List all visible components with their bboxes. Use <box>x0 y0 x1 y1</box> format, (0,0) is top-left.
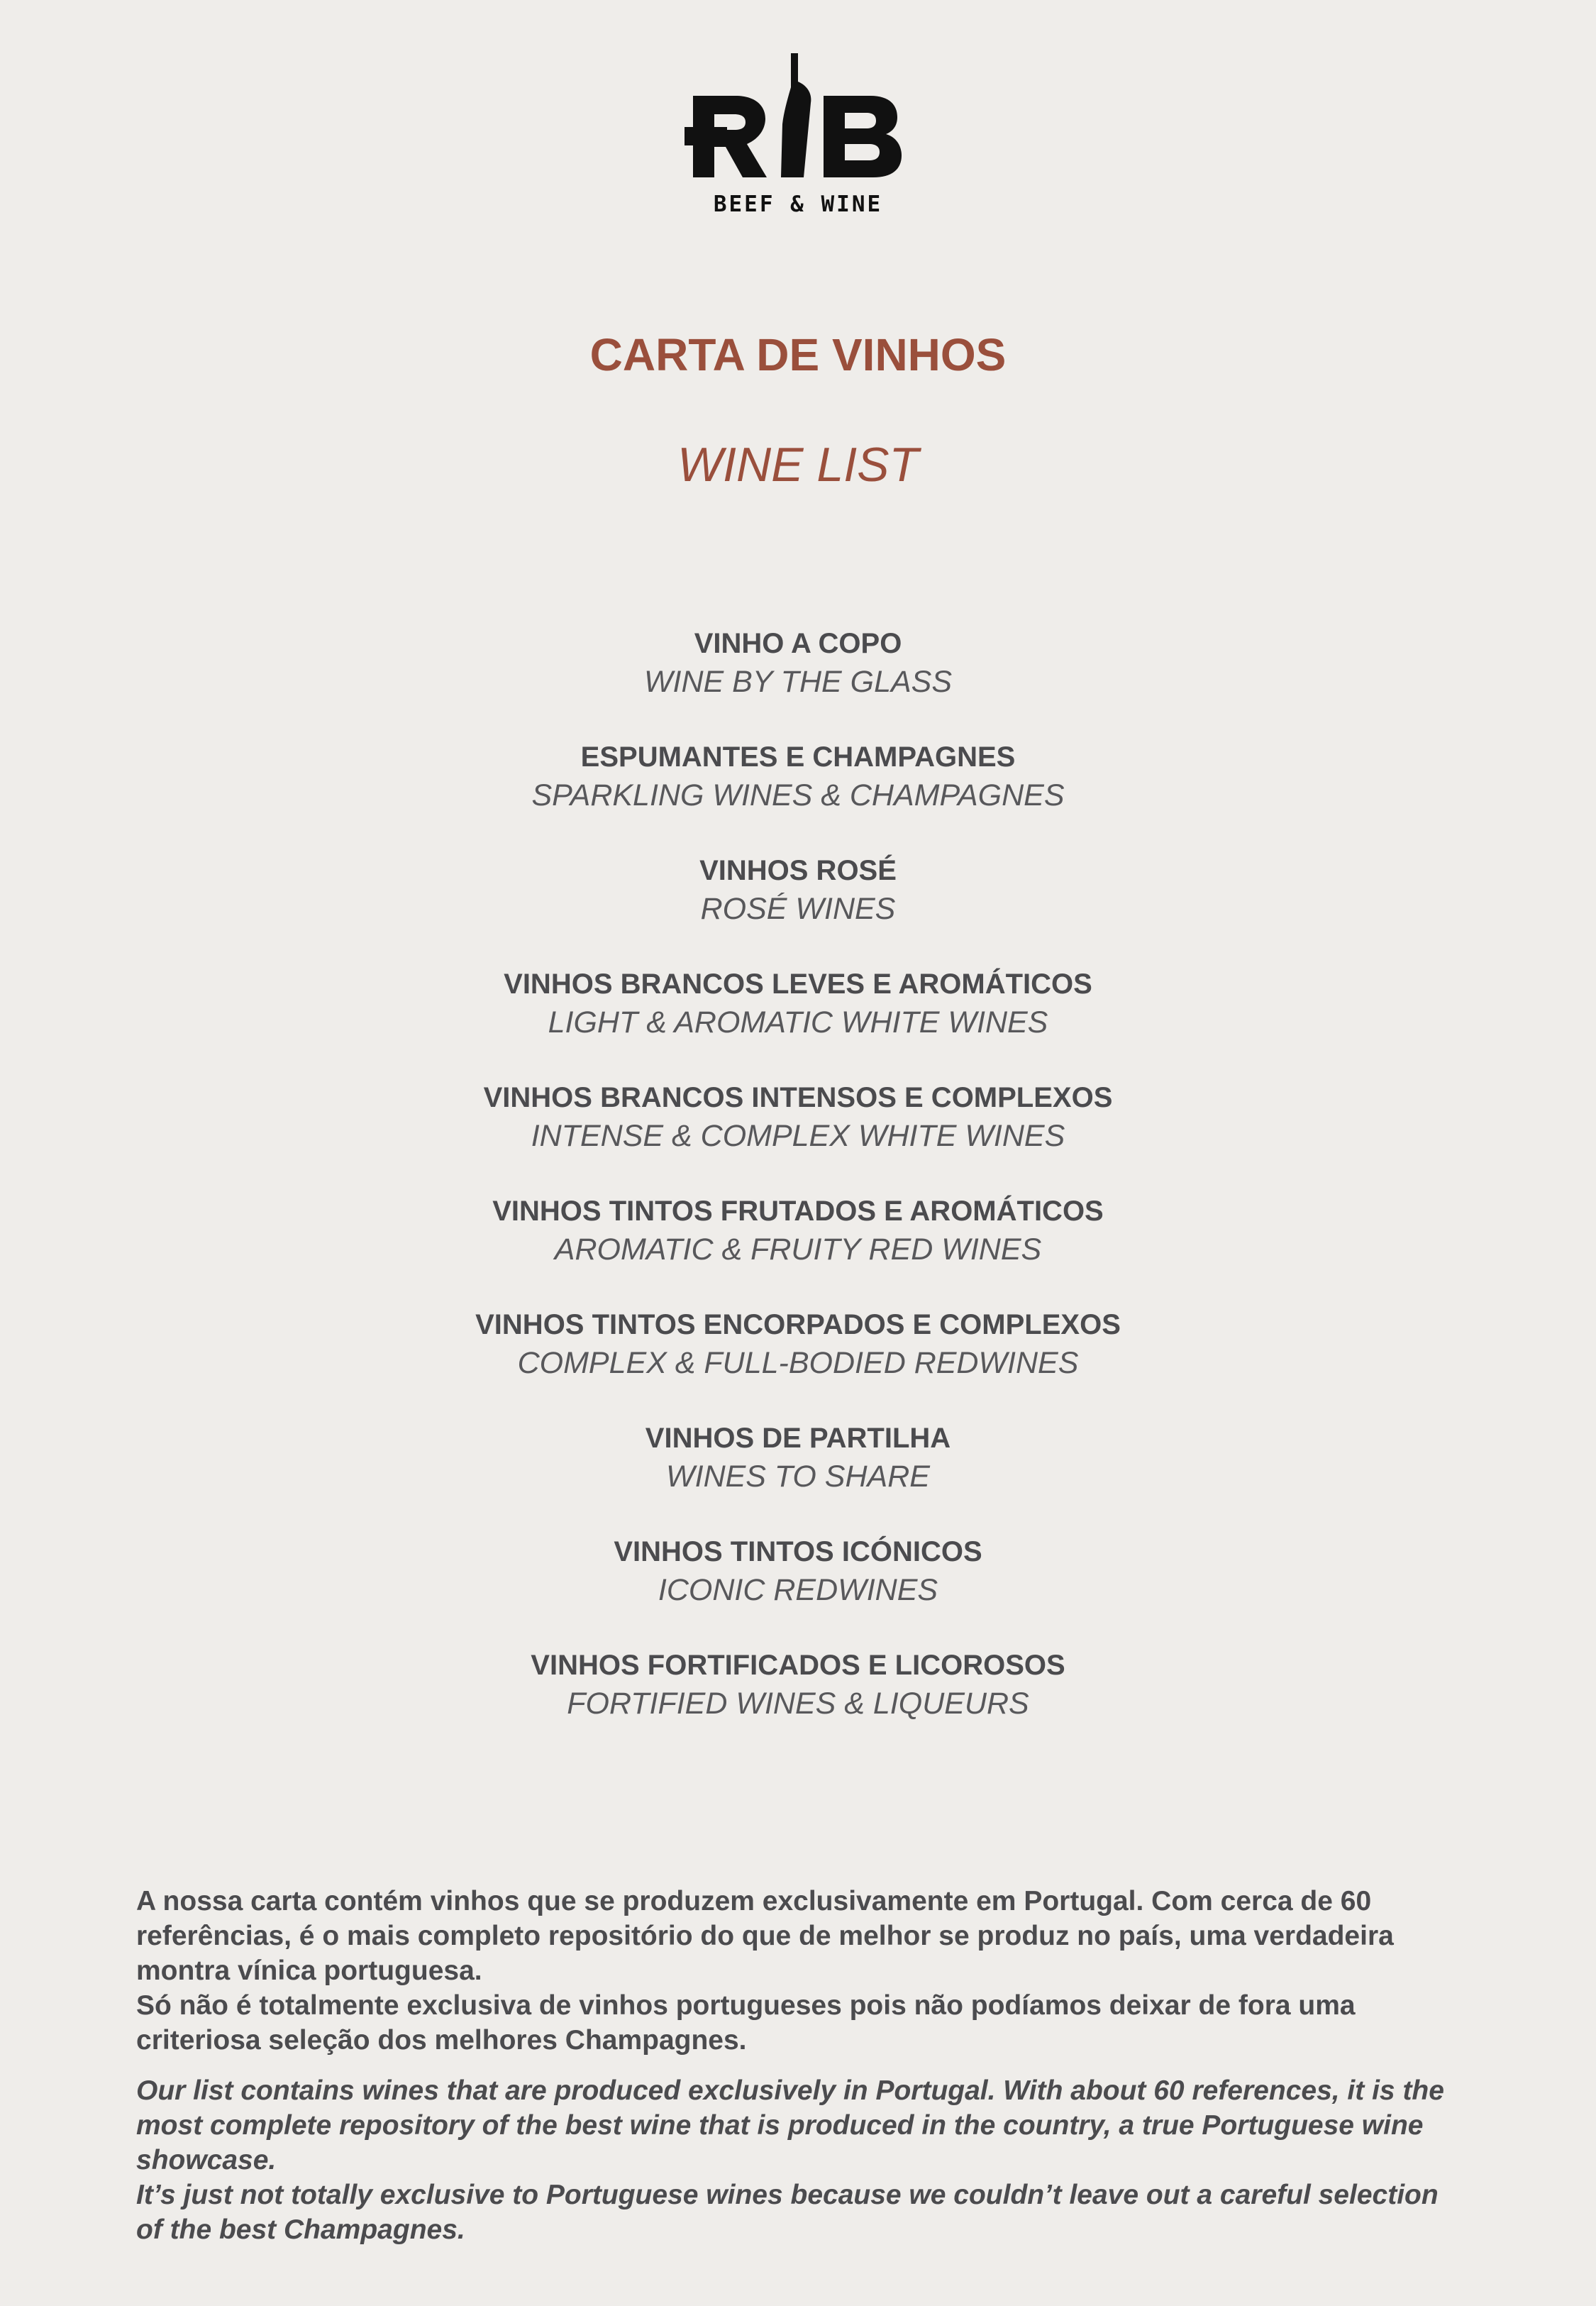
brand-subtitle: BEEF & WINE <box>713 192 883 217</box>
intro-paragraph-en <box>136 2073 1470 2247</box>
intro-text <box>136 1884 1470 2247</box>
page-subtitle: WINE LIST <box>677 438 919 492</box>
section-title: VINHO A COPO <box>694 628 902 659</box>
section-subtitle: COMPLEX & FULL-BODIED REDWINES <box>517 1346 1079 1380</box>
section-fortified-wines[interactable] <box>0 1646 1596 1723</box>
intro-en-line-2: It’s just not totally exclusive to Portuguese wines because we couldn’t leave out a careful selection of the best Champagnes. <box>136 2180 1439 2245</box>
section-subtitle: LIGHT & AROMATIC WHITE WINES <box>548 1005 1048 1039</box>
section-wines-to-share[interactable] <box>0 1419 1596 1496</box>
page-title: CARTA DE VINHOS <box>589 329 1007 380</box>
section-subtitle: ICONIC REDWINES <box>658 1573 938 1607</box>
intro-paragraph-pt <box>136 1884 1470 2058</box>
section-sparkling-wines[interactable] <box>0 738 1596 815</box>
section-title: VINHOS TINTOS FRUTADOS E AROMÁTICOS <box>492 1196 1104 1227</box>
brand-logo <box>685 53 911 224</box>
intro-pt-line-2: Só não é totalmente exclusiva de vinhos portugueses pois não podíamos deixar de fora uma criteriosa seleção dos melhores Champagnes. <box>136 1990 1356 2056</box>
section-title: VINHOS BRANCOS LEVES E AROMÁTICOS <box>504 969 1092 1000</box>
section-title: ESPUMANTES E CHAMPAGNES <box>580 741 1016 773</box>
section-subtitle: SPARKLING WINES & CHAMPAGNES <box>531 778 1065 812</box>
section-iconic-red-wines[interactable] <box>0 1533 1596 1609</box>
intro-pt-line-1: A nossa carta contém vinhos que se produzem exclusivamente em Portugal. Com cerca de 60 referências, é o mais completo repositório do que de melhor se produz no país, uma verdadeira montra vínica portuguesa. <box>136 1886 1394 1986</box>
section-wine-by-the-glass[interactable] <box>0 624 1596 701</box>
intro-en-line-1: Our list contains wines that are produced exclusively in Portugal. With about 60 references, it is the most complete repository of the best wine that is produced in the country, a true Portuguese wine showcase. <box>136 2075 1444 2175</box>
section-title: VINHOS TINTOS ICÓNICOS <box>614 1536 982 1567</box>
section-title: VINHOS ROSÉ <box>699 855 897 886</box>
section-subtitle: INTENSE & COMPLEX WHITE WINES <box>531 1119 1065 1153</box>
section-title: VINHOS TINTOS ENCORPADOS E COMPLEXOS <box>475 1309 1121 1340</box>
section-full-bodied-red-wines[interactable] <box>0 1306 1596 1382</box>
section-title: VINHOS FORTIFICADOS E LICOROSOS <box>531 1650 1065 1681</box>
section-subtitle: WINES TO SHARE <box>666 1460 930 1494</box>
rib-logo-mark <box>685 53 911 188</box>
section-subtitle: FORTIFIED WINES & LIQUEURS <box>567 1687 1029 1721</box>
section-subtitle: AROMATIC & FRUITY RED WINES <box>554 1232 1042 1267</box>
section-rose-wines[interactable] <box>0 851 1596 928</box>
section-intense-white-wines[interactable] <box>0 1078 1596 1155</box>
section-title: VINHOS BRANCOS INTENSOS E COMPLEXOS <box>483 1082 1113 1113</box>
section-light-white-wines[interactable] <box>0 965 1596 1042</box>
section-fruity-red-wines[interactable] <box>0 1192 1596 1269</box>
section-subtitle: WINE BY THE GLASS <box>643 665 953 699</box>
section-title: VINHOS DE PARTILHA <box>645 1423 951 1454</box>
section-subtitle: ROSÉ WINES <box>700 892 896 926</box>
